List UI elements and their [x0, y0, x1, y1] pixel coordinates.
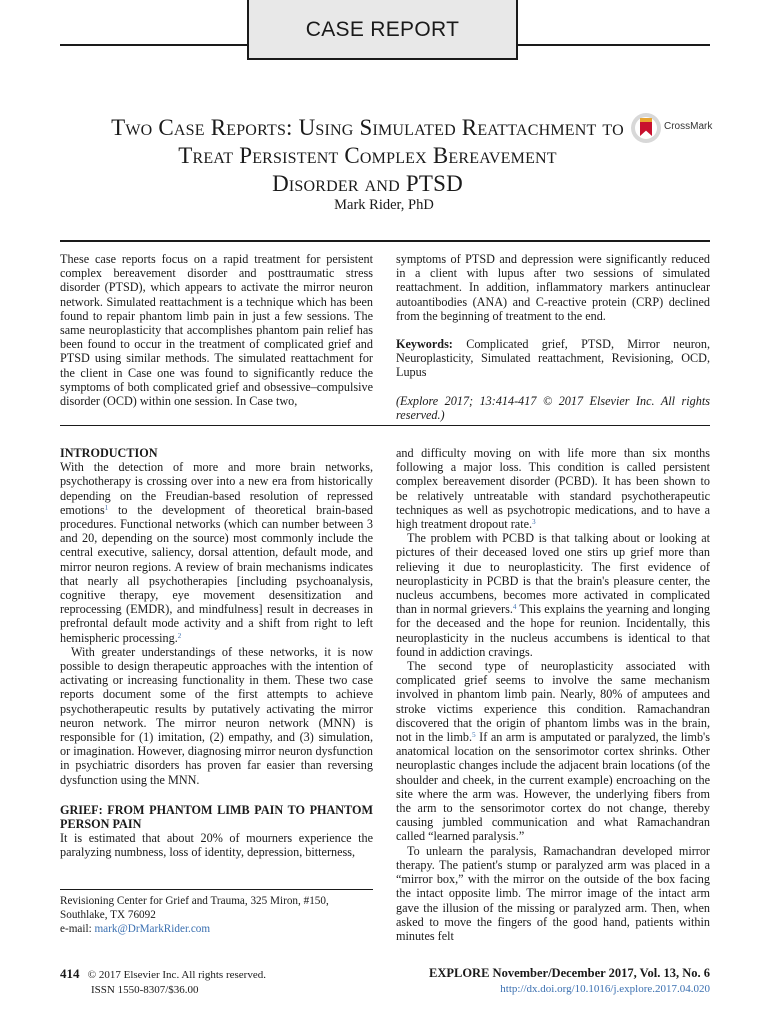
footer-right	[429, 966, 710, 995]
crossmark-icon	[631, 113, 661, 143]
issn-text: ISSN 1550-8307/$36.00	[91, 984, 199, 996]
citation-line: (Explore 2017; 13:414-417 © 2017 Elsevier Inc. All rights reserved.)	[396, 393, 710, 422]
crossmark-badge[interactable]	[631, 113, 715, 143]
ref-3-link[interactable]: 3	[532, 518, 536, 527]
intro-paragraph-2: With greater understandings of these networks, it is now possible to design therapeutic approaches with the intention of activating or increasing functionality in them. These two case reports document some of the first attempts to achieve psychotherapeutic results by putatively activating the mirror neuron network. The mirror neuron network (MNN) is responsible for (1) imitation, (2) empathy, and (3) simulation, or imagination. However, diagnosing mirror neuron dysfunction in psychiatric disorders has proven far easier than reversing dysfunction using the MNN.	[60, 644, 373, 787]
body-left-column	[60, 446, 373, 860]
article-title-line-3: Disorder and PTSD	[272, 171, 463, 196]
ref-1-link[interactable]: 1	[104, 503, 109, 512]
crossmark-label: CrossMark	[664, 121, 713, 132]
right-paragraph-2: The problem with PCBD is that talking about or looking at pictures of their deceased loved one stirs up grief more than relieving it due to neuroplasticity. The first evidence of neuroplasticity in PCBD is that the brain's pleasure center, the nucleus accumbens, becomes more activated in complicated than in normal grievers.$^4$ This explains the yearning and longing for the deceased and the hope for reunion. Incidentally, this neuroplasticity in the nucleus accumbens is identical to that found in addiction cravings.	[396, 531, 710, 659]
article-title-line-2: Treat Persistent Complex Bereavement	[178, 143, 557, 168]
affiliation-footnote	[60, 894, 373, 936]
doi-link[interactable]: http://dx.doi.org/10.1016/j.explore.2017.04.020	[500, 983, 710, 995]
abstract-left	[60, 252, 373, 408]
grief-paragraph-1: It is estimated that about 20% of mourners experience the paralyzing numbness, loss of identity, depression, bitterness,	[60, 831, 373, 860]
right-paragraph-1: and difficulty moving on with life more than six months following a major loss. This condition is called persistent complex bereavement disorder (PCBD). It has been shown to be relatively untreatable with standard psychotherapeutic techniques as well as psychotropic medications, and to have a high treatment dropout rate.$^3$	[396, 446, 710, 532]
keywords-list: Complicated grief, PTSD, Mirror neuron, Neuroplasticity, Simulated reattachment, Revisioning, OCD, Lupus	[396, 337, 710, 380]
ref-5-link[interactable]: 5	[472, 731, 476, 740]
abstract-text-right: symptoms of PTSD and depression were significantly reduced in a client with lupus after two sessions of simulated reattachment. In addition, inflammatory markers antinuclear autoantibodies (ANA) and C-reactive protein (CRP) declined from the beginning of treatment to the end.	[396, 252, 710, 323]
abstract-bottom-rule	[60, 425, 710, 426]
ref-4-link[interactable]: 4	[512, 603, 517, 612]
journal-info: EXPLORE November/December 2017, Vol. 13, No. 6	[429, 966, 710, 980]
section-label: CASE REPORT	[305, 18, 460, 41]
page-number: 414	[60, 966, 80, 981]
author-name: Mark Rider, PhD	[334, 197, 434, 213]
header-rule-left	[60, 44, 247, 46]
copyright-text: © 2017 Elsevier Inc. All rights reserved.	[87, 969, 266, 981]
grief-heading: GRIEF: FROM PHANTOM LIMB PAIN TO PHANTOM PERSON PAIN	[60, 802, 373, 832]
abstract-text-left: These case reports focus on a rapid treatment for persistent complex bereavement disorder and posttraumatic stress disorder (PTSD), which appears to activate the mirror neuron network. Simulated reattachment is a technique which has been found to repair phantom limb pain in just a few sessions. The same neuroplasticity that accomplishes phantom pain relief has been found to occur in the treatment of complicated grief and PTSD using similar methods. The simulated reattachment for the client in Case one was found to significantly reduce the symptoms of both complicated grief and obsessive–compulsive disorder (OCD) within one session. In Case two,	[60, 252, 373, 409]
body-right-column	[396, 446, 710, 943]
abstract-top-rule	[60, 240, 710, 242]
affiliation-text: Revisioning Center for Grief and Trauma, 325 Miron, #150, Southlake, TX 76092	[60, 895, 329, 921]
email-link[interactable]: mark@DrMarkRider.com	[94, 923, 211, 935]
keywords-label: Keywords:	[396, 337, 453, 352]
right-paragraph-4: To unlearn the paralysis, Ramachandran developed mirror therapy. The patient's stump or paralyzed arm was placed in a “mirror box,” with the mirror on the outside of the box facing the intact opposite limb. The mirror image of the intact arm gave the illusion of the missing or paralyzed arm. Then, when asked to move the fingers of the good hand, patients within minutes felt	[396, 843, 710, 943]
article-title-line-1: Two Case Reports: Using Simulated Reattachment to	[111, 115, 624, 140]
header-rule-right	[518, 44, 710, 46]
intro-paragraph-1: With the detection of more and more brain networks, psychotherapy is crossing over into a new era from historically depending on the Freudian-based resolution of repressed emotions$^1$ to the development of theoretical brain-based procedures. Functional networks (which can number between 3 and 20, depending on the source) most commonly include the central executive, saliency, dorsal attention, default mode, and mirror neuron regions. A review of brain mechanisms indicates that nearly all psychotherapies [including psychoanalysis, cognitive therapy, eye movement desensitization and reprocessing (EMDR), and mindfulness] result in decreases in prefrontal default mode activity and a shift from right to left hemispheric processing.$^2$	[60, 460, 373, 645]
email-line: e-mail: mark@DrMarkRider.com	[60, 923, 211, 935]
footnote-rule	[60, 889, 373, 890]
right-paragraph-3: The second type of neuroplasticity associated with complicated grief seems to involve the same mechanism involved in phantom limb pain. Nearly, 80% of amputees and stroke victims experience this condition. Ramachandran discovered that the origin of phantom limbs was in the brain, not in the limb.$^5$ If an arm is amputated or paralyzed, the limb's anatomical location on the sensorimotor cortex shrinks. Other neuroplastic changes include the adjacent brain locations (of the shoulder and cheek, in the current example) encroaching on the site where the arm was. However, the underlying fibers from the arm to the sensorimotor cortex do not change, thereby causing jumbled communication and what Ramachandran called “learned paralysis.”	[396, 659, 710, 844]
abstract-right	[396, 252, 710, 422]
section-header-box	[247, 0, 518, 60]
footer-left	[60, 966, 390, 996]
intro-heading: INTRODUCTION	[60, 446, 158, 460]
keywords-line	[396, 337, 710, 380]
ref-2-link[interactable]: 2	[177, 631, 182, 640]
